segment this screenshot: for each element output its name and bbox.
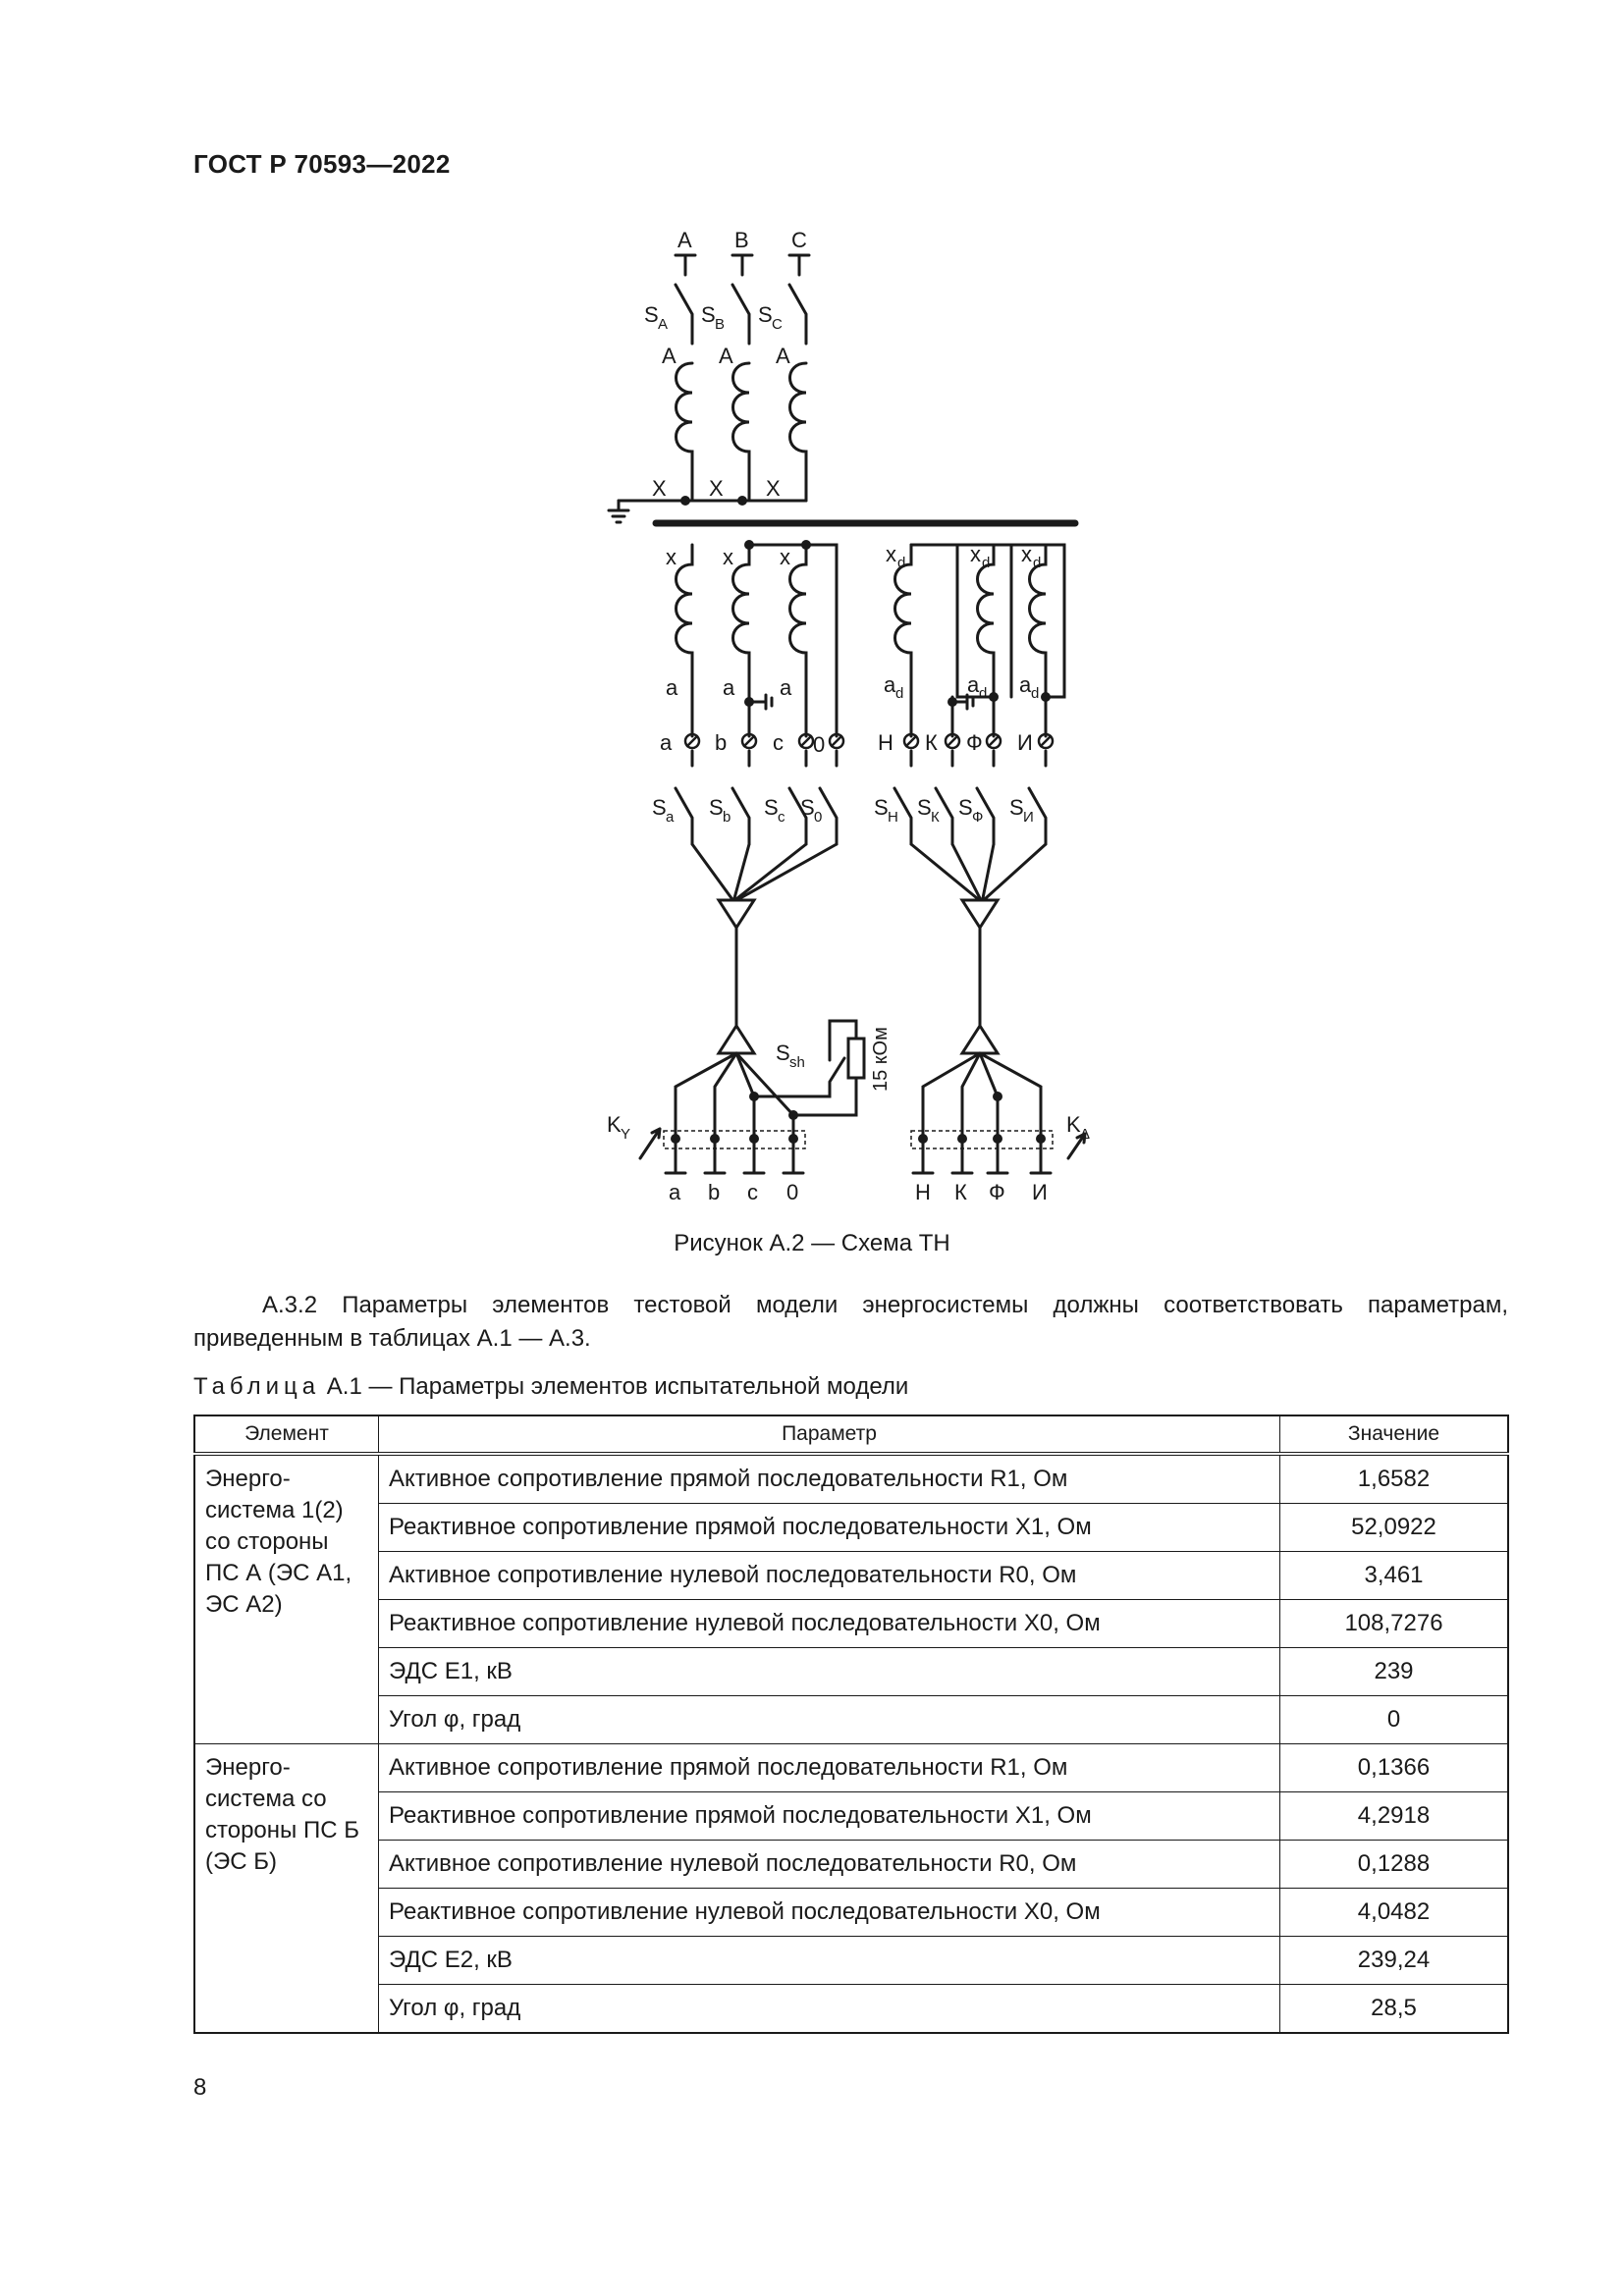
kd-sub: Δ: [1080, 1126, 1091, 1143]
ssh-label: S: [776, 1041, 790, 1065]
param-cell: ЭДС Е2, кВ: [379, 1937, 1280, 1985]
delta-top-sub: d: [897, 555, 906, 571]
switch-s-label: S: [874, 795, 889, 820]
element-cell: Энерго-система 1(2) со стороны ПС А (ЭС А1, ЭС А2): [194, 1454, 379, 1744]
winding-top-label: A: [719, 344, 733, 368]
phase-a-label: A: [677, 228, 692, 252]
sec-top-label: x: [780, 545, 790, 569]
table-row: [194, 1600, 1508, 1648]
table-row: [194, 1454, 1508, 1504]
value-cell: 52,0922: [1280, 1504, 1509, 1552]
table-row: [194, 1696, 1508, 1744]
table-caption-word: Таблица: [193, 1373, 321, 1400]
element-cell: Энерго-система со стороны ПС Б (ЭС Б): [194, 1744, 379, 2034]
switch-s-label: S: [958, 795, 973, 820]
switch-sub-f: Ф: [972, 809, 984, 826]
table-row: [194, 1841, 1508, 1889]
switch-sub-n: Н: [888, 809, 898, 826]
table-caption: [193, 1373, 908, 1401]
header-value: Значение: [1280, 1415, 1509, 1454]
terminal-b-label: b: [715, 730, 728, 755]
switch-sub-k: К: [931, 809, 940, 826]
switch-s-label: S: [800, 795, 815, 820]
page-number: 8: [193, 2074, 207, 2101]
delta-top-label: x: [886, 542, 896, 566]
terminal-i-label: И: [1017, 730, 1033, 755]
delta-top-label: x: [1021, 542, 1032, 566]
table-row: [194, 1648, 1508, 1696]
value-cell: 0,1366: [1280, 1744, 1509, 1792]
terminal-k-label: К: [925, 730, 938, 755]
sec-top-label: x: [723, 545, 733, 569]
param-cell: Активное сопротивление прямой последовательности R1, Ом: [379, 1454, 1280, 1504]
switch-sa-label: S: [644, 302, 659, 327]
switch-sb-sub: B: [715, 316, 726, 333]
param-cell: Активное сопротивление нулевой последовательности R0, Ом: [379, 1552, 1280, 1600]
body-paragraph: А.3.2 Параметры элементов тестовой модели энергосистемы должны соответствовать параметрам, приведенным в таблицах А.1 — А.3.: [193, 1292, 1508, 1352]
terminal-0-label: 0: [813, 732, 826, 757]
out-f-label: Ф: [989, 1180, 1005, 1204]
winding-bottom-label: X: [709, 476, 724, 501]
param-cell: Реактивное сопротивление нулевой последовательности X0, Ом: [379, 1600, 1280, 1648]
switch-sub-0: 0: [814, 809, 823, 826]
switch-s-label: S: [709, 795, 724, 820]
param-cell: Активное сопротивление прямой последовательности R1, Ом: [379, 1744, 1280, 1792]
table-header-row: [194, 1415, 1508, 1454]
phase-b-label: B: [734, 228, 749, 252]
terminal-a-label: a: [660, 730, 673, 755]
param-cell: Активное сопротивление нулевой последовательности R0, Ом: [379, 1841, 1280, 1889]
resistor-label: 15 кОм: [870, 1027, 892, 1092]
out-c-label: c: [747, 1180, 758, 1204]
table-row: [194, 1744, 1508, 1792]
table-row: [194, 1792, 1508, 1841]
delta-top-label: x: [970, 542, 981, 566]
vt-schematic: [589, 216, 1100, 1207]
ssh-sub: sh: [789, 1054, 805, 1071]
switch-sa-sub: A: [658, 316, 669, 333]
param-cell: Реактивное сопротивление нулевой последовательности X0, Ом: [379, 1889, 1280, 1937]
delta-top-sub: d: [982, 555, 991, 571]
value-cell: 239: [1280, 1648, 1509, 1696]
switch-sc-sub: C: [772, 316, 783, 333]
table-row: [194, 1889, 1508, 1937]
delta-bottom-sub: d: [1031, 685, 1040, 702]
value-cell: 239,24: [1280, 1937, 1509, 1985]
table-row: [194, 1552, 1508, 1600]
delta-bottom-sub: d: [979, 685, 988, 702]
value-cell: 4,2918: [1280, 1792, 1509, 1841]
value-cell: 3,461: [1280, 1552, 1509, 1600]
delta-top-sub: d: [1033, 555, 1042, 571]
switch-sub-i: И: [1023, 809, 1034, 826]
param-cell: ЭДС Е1, кВ: [379, 1648, 1280, 1696]
delta-bottom-label: a: [1019, 672, 1032, 697]
delta-bottom-sub: d: [895, 685, 904, 702]
sec-bottom-label: a: [780, 675, 792, 700]
switch-sc-label: S: [758, 302, 773, 327]
terminal-c-label: c: [773, 730, 784, 755]
winding-bottom-label: X: [766, 476, 781, 501]
switch-s-label: S: [652, 795, 667, 820]
document-header: ГОСТ Р 70593—2022: [193, 149, 451, 179]
out-i-label: И: [1032, 1180, 1048, 1204]
sec-bottom-label: a: [666, 675, 678, 700]
winding-bottom-label: X: [652, 476, 667, 501]
header-parameter: Параметр: [379, 1415, 1280, 1454]
switch-sub-a: a: [666, 809, 675, 826]
terminal-n-label: Н: [878, 730, 893, 755]
table-row: [194, 1937, 1508, 1985]
ky-sub: Y: [621, 1126, 631, 1143]
value-cell: 0: [1280, 1696, 1509, 1744]
header-element: Элемент: [194, 1415, 379, 1454]
value-cell: 1,6582: [1280, 1454, 1509, 1504]
param-cell: Реактивное сопротивление прямой последовательности X1, Ом: [379, 1792, 1280, 1841]
ky-label: K: [607, 1112, 622, 1137]
value-cell: 108,7276: [1280, 1600, 1509, 1648]
table-row: [194, 1985, 1508, 2034]
out-n-label: Н: [915, 1180, 931, 1204]
figure-caption: Рисунок А.2 — Схема ТН: [674, 1230, 950, 1256]
value-cell: 0,1288: [1280, 1841, 1509, 1889]
terminal-f-label: Ф: [966, 730, 983, 755]
switch-s-label: S: [764, 795, 779, 820]
kd-label: K: [1066, 1112, 1081, 1137]
winding-top-label: A: [662, 344, 677, 368]
parameters-table: [193, 1415, 1509, 2034]
value-cell: 4,0482: [1280, 1889, 1509, 1937]
out-a-label: a: [669, 1180, 681, 1204]
sec-top-label: x: [666, 545, 677, 569]
param-cell: Угол φ, град: [379, 1696, 1280, 1744]
value-cell: 28,5: [1280, 1985, 1509, 2034]
switch-s-label: S: [917, 795, 932, 820]
switch-sub-b: b: [723, 809, 731, 826]
switch-sub-c: c: [778, 809, 785, 826]
table-row: [194, 1504, 1508, 1552]
table-caption-text: А.1 — Параметры элементов испытательной модели: [326, 1373, 909, 1400]
sec-bottom-label: a: [723, 675, 735, 700]
out-k-label: К: [954, 1180, 967, 1204]
switch-sb-label: S: [701, 302, 716, 327]
out-b-label: b: [708, 1180, 721, 1204]
param-cell: Угол φ, град: [379, 1985, 1280, 2034]
delta-bottom-label: a: [884, 672, 896, 697]
switch-s-label: S: [1009, 795, 1024, 820]
out-0-label: 0: [786, 1180, 799, 1204]
winding-top-label: A: [776, 344, 790, 368]
delta-bottom-label: a: [967, 672, 980, 697]
param-cell: Реактивное сопротивление прямой последовательности X1, Ом: [379, 1504, 1280, 1552]
phase-c-label: C: [791, 228, 807, 252]
